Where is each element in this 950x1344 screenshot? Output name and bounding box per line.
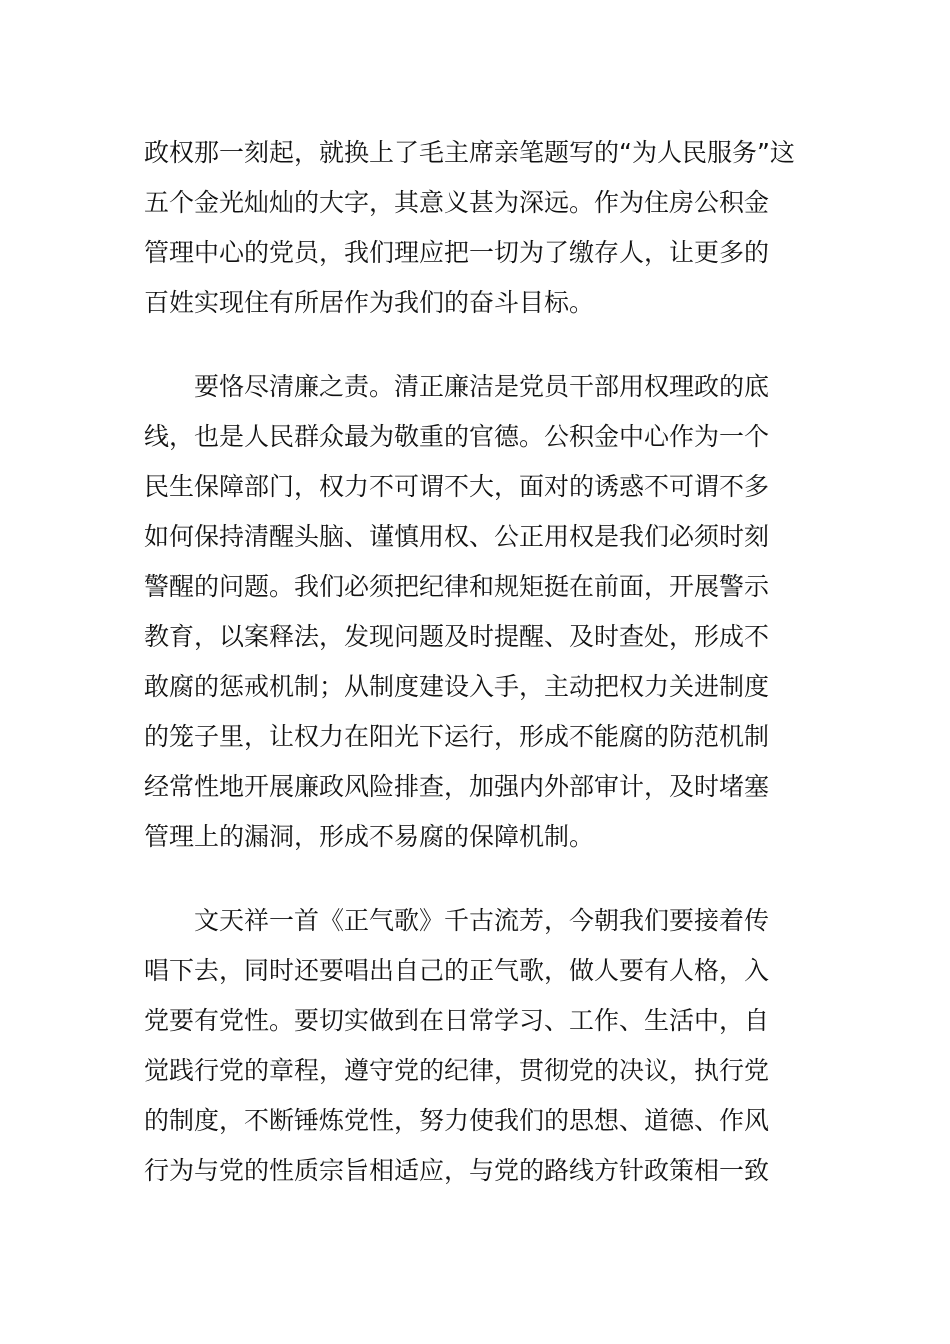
text-line: 觉践行党的章程，遵守党的纪律，贯彻党的决议，执行党 [144, 1056, 770, 1085]
text-line: 敢腐的惩戒机制；从制度建设入手，主动把权力关进制度 [144, 672, 770, 701]
text-line: 线，也是人民群众最为敬重的官德。公积金中心作为一个 [144, 422, 770, 451]
text-line: 要恪尽清廉之责。清正廉洁是党员干部用权理政的底 [194, 372, 770, 401]
text-line: 行为与党的性质宗旨相适应，与党的路线方针政策相一致 [144, 1156, 770, 1185]
paragraph-3 [144, 896, 808, 1196]
text-line: 警醒的问题。我们必须把纪律和规矩挺在前面，开展警示 [144, 572, 770, 601]
text-line: 的笼子里，让权力在阳光下运行，形成不能腐的防范机制 [144, 722, 770, 751]
text-line: 政权那一刻起，就换上了毛主席亲笔题写的“为人民服务”这 [144, 138, 795, 167]
text-line: 五个金光灿灿的大字，其意义甚为深远。作为住房公积金 [144, 188, 770, 217]
text-line: 文天祥一首《正气歌》千古流芳，今朝我们要接着传 [194, 906, 770, 935]
text-line: 党要有党性。要切实做到在日常学习、工作、生活中，自 [144, 1006, 770, 1035]
text-line: 经常性地开展廉政风险排查，加强内外部审计，及时堵塞 [144, 772, 770, 801]
text-line: 管理中心的党员，我们理应把一切为了缴存人，让更多的 [144, 238, 770, 267]
text-line: 管理上的漏洞，形成不易腐的保障机制。 [144, 822, 595, 851]
text-line: 如何保持清醒头脑、谨慎用权、公正用权是我们必须时刻 [144, 522, 770, 551]
paragraph-1 [144, 128, 808, 328]
text-line: 民生保障部门，权力不可谓不大，面对的诱惑不可谓不多 [144, 472, 770, 501]
paragraph-2 [144, 362, 808, 862]
text-line: 百姓实现住有所居作为我们的奋斗目标。 [144, 288, 595, 317]
text-line: 教育，以案释法，发现问题及时提醒、及时查处，形成不 [144, 622, 770, 651]
text-line: 唱下去，同时还要唱出自己的正气歌，做人要有人格，入 [144, 956, 770, 985]
text-line: 的制度，不断锤炼党性，努力使我们的思想、道德、作风 [144, 1106, 770, 1135]
